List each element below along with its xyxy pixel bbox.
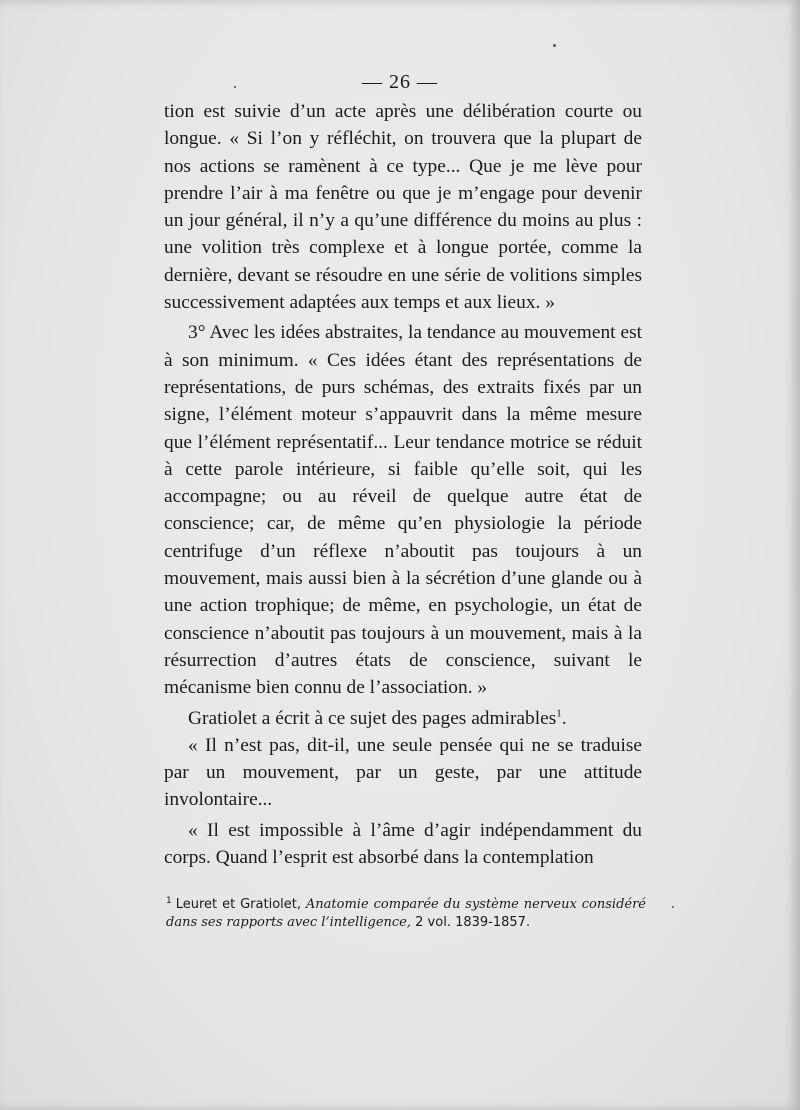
paper-speck xyxy=(553,44,556,47)
gratiolet-tail: . xyxy=(561,707,567,729)
footnote-reference: 1 xyxy=(556,707,562,720)
footnote xyxy=(166,896,646,932)
footnote-authors: Leuret et Gratiolet, xyxy=(175,897,301,912)
footnote-details: 2 vol. 1839-1857. xyxy=(415,915,531,930)
paragraph-continuation: tion est suivie d’un acte après une délibération courte ou longue. « Si l’on y réfléchit, on trouvera que la plupart de nos actions se ramènent à ce type... Que je me lève pour prendre l’air à ma fenêtre ou que je m’engage pour devenir un jour général, il n’y a qu’une différence du moins au plus : une volition très complexe et à longue portée, comme la dernière, devant se résoudre en une série de volitions simples successivement adaptées aux temps et aux lieux. » xyxy=(164,101,642,314)
footnote-title: Anatomie comparée du système nerveux considéré dans ses rapports avec l’intelligence, xyxy=(166,897,646,930)
gratiolet-text: Gratiolet a écrit à ce sujet des pages admirables xyxy=(188,707,557,729)
paper-speck xyxy=(234,86,236,88)
paragraph-quote-thought: « Il n’est pas, dit-il, une seule pensée qui ne se traduise par un mouvement, par un geste, par une attitude involontaire... xyxy=(164,734,642,811)
page-number: — 26 — xyxy=(362,71,438,93)
paper-speck xyxy=(672,906,674,908)
paragraph-quote-soul: « Il est impossible à l’âme d’agir indépendamment du corps. Quand l’esprit est absorbé dans la contemplation xyxy=(164,819,642,869)
footnote-mark: 1 xyxy=(166,895,172,906)
paragraph-gratiolet xyxy=(164,705,642,732)
body-text xyxy=(164,98,642,871)
paragraph-abstract-ideas: 3° Avec les idées abstraites, la tendance au mouvement est à son minimum. « Ces idées étant des représentations de représentations, de purs schémas, des extraits fixés par un signe, l’élément moteur s’appauvrit dans la même mesure que l’élément représentatif... Leur tendance motrice se réduit à cette parole intérieure, si faible qu’elle soit, qui les accompagne; ou au réveil de quelque autre état de conscience; car, de même qu’en physiologie la période centrifuge d’un réflexe n’aboutit pas toujours à un mouvement, mais aussi bien à la sécrétion d’une glande ou à une action trophique; de même, en psychologie, un état de conscience n’aboutit pas toujours à un mouvement, mais à la résurrection d’autres états de conscience, suivant le mécanisme bien connu de l’association. » xyxy=(164,322,642,699)
